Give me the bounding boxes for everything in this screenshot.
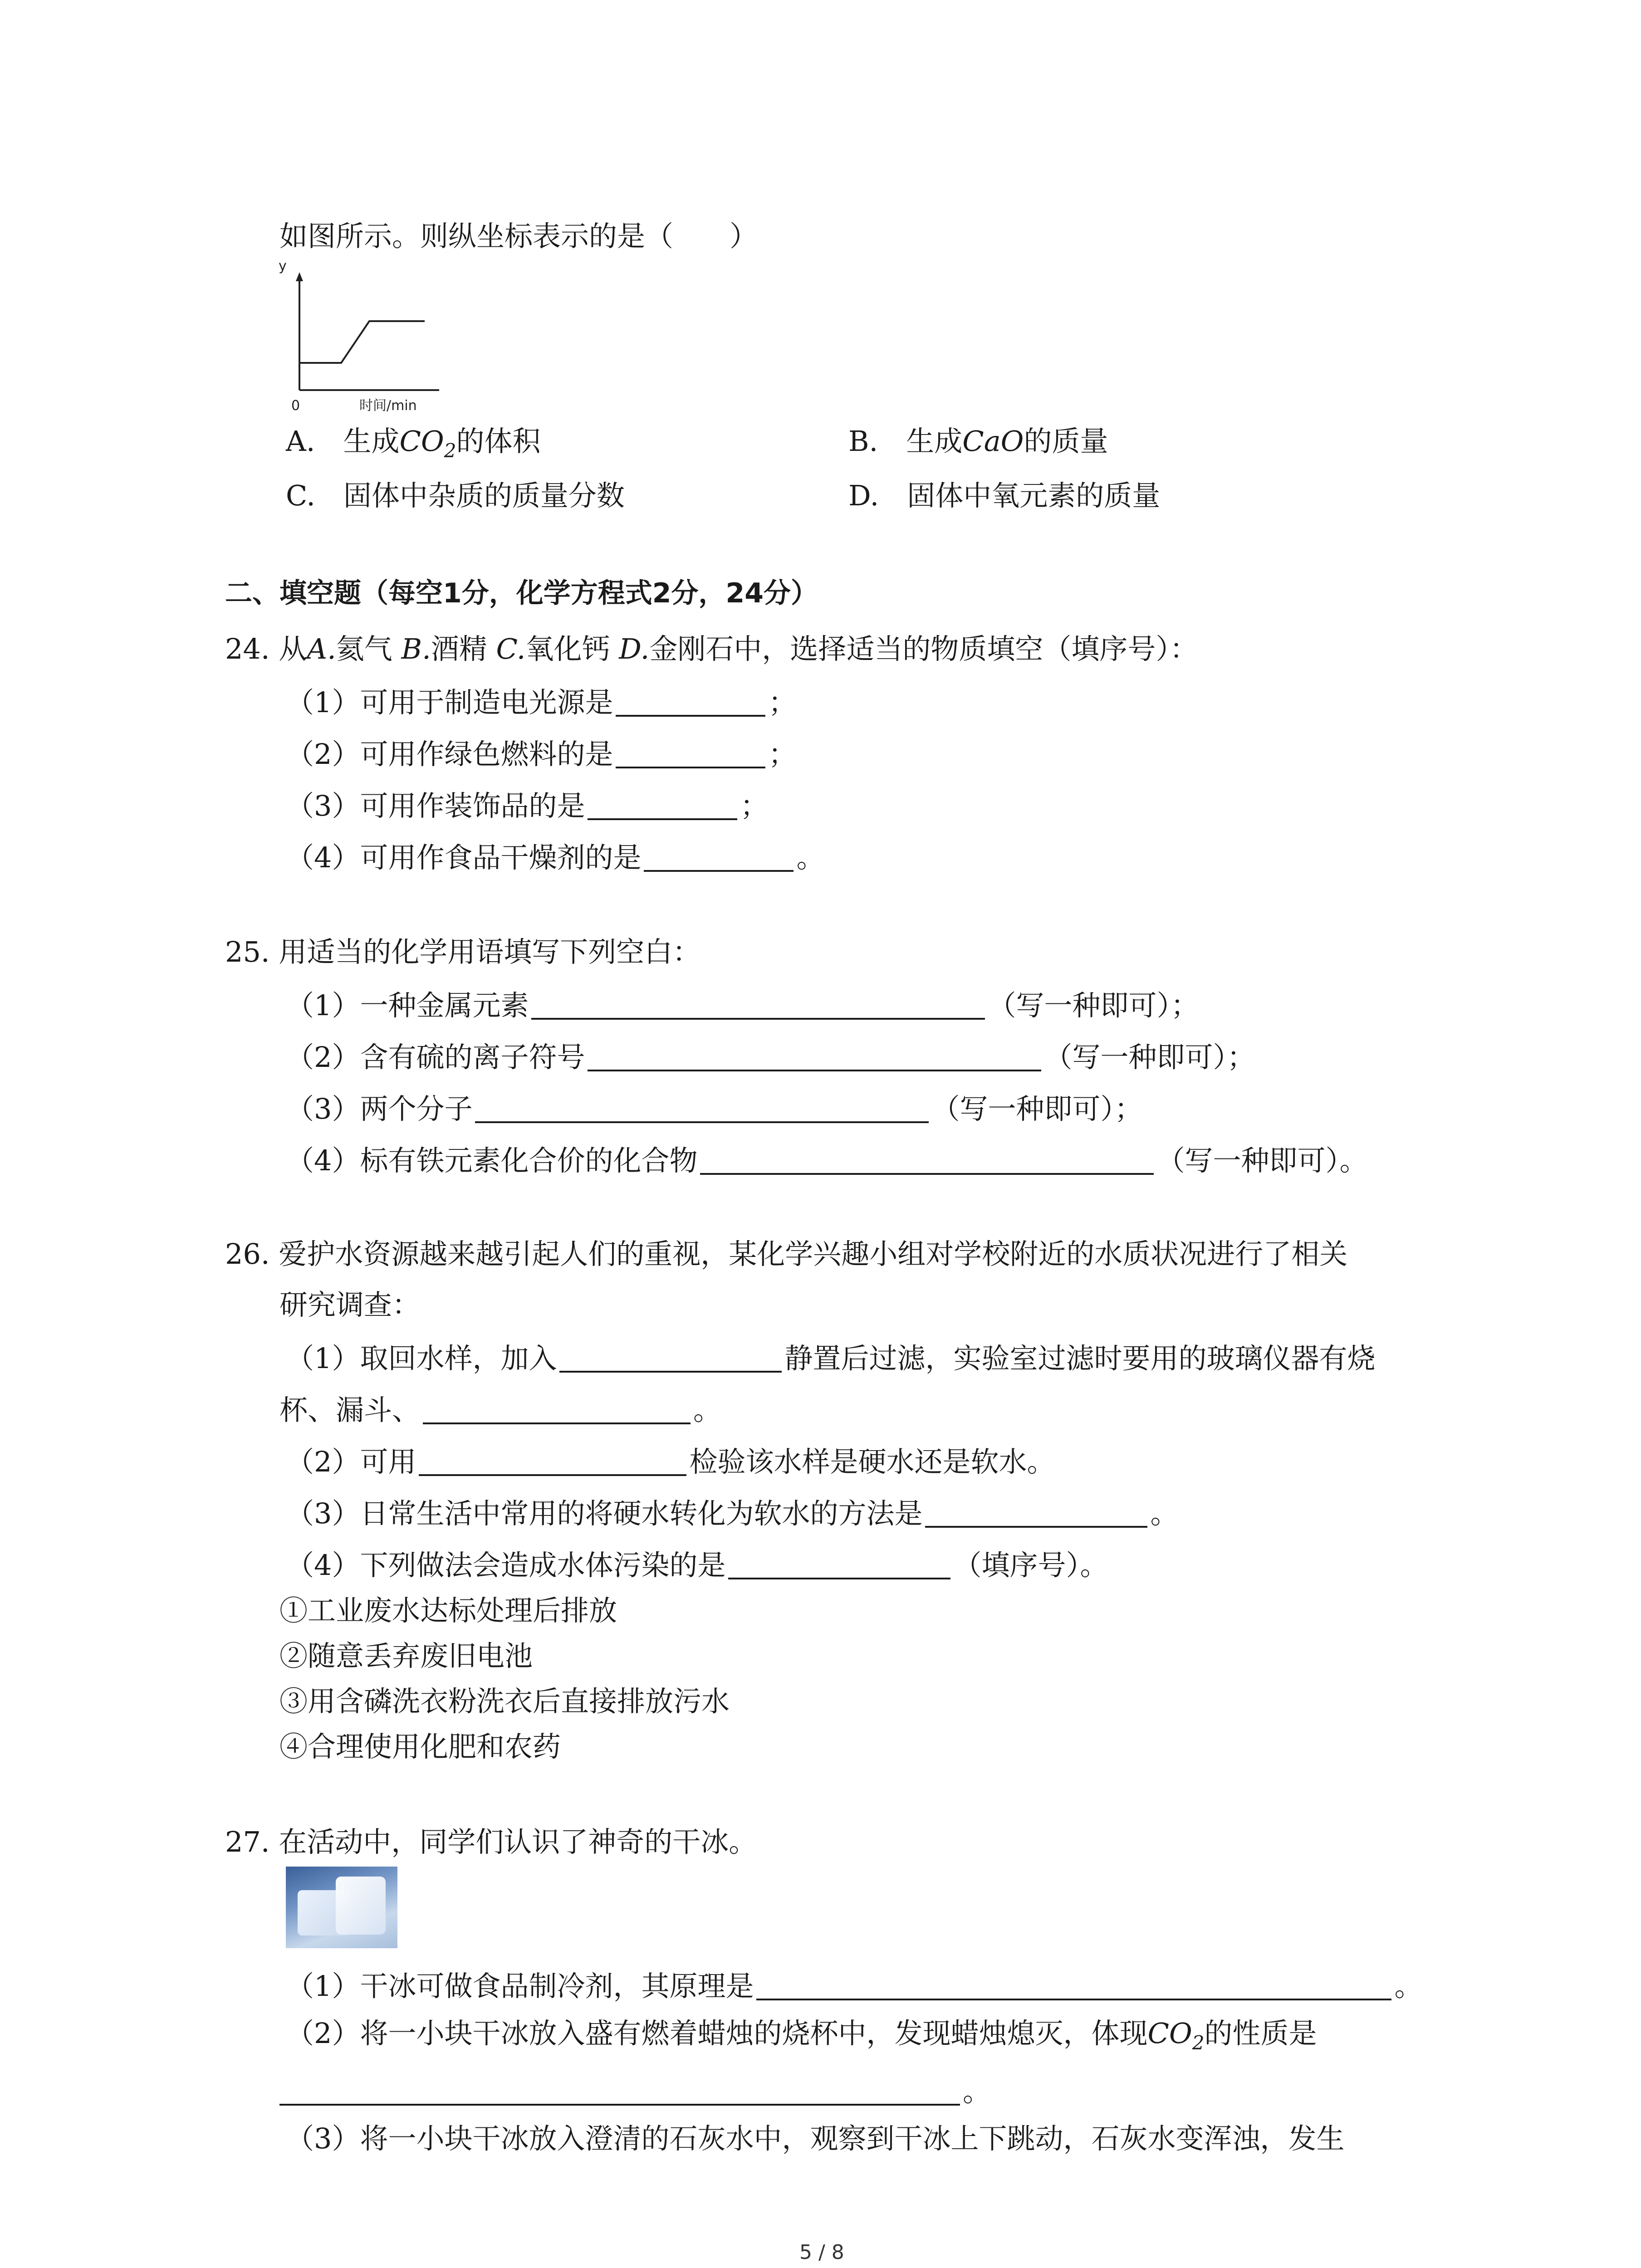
q24-choice-d: 金刚石中，选择适当的物质填空（填序号）： [649,632,1198,665]
q26-sub-3 [286,1498,1178,1528]
q23-graph [270,254,447,417]
q26-blank-1[interactable] [559,1343,782,1373]
q25-sub-3-text: （3）两个分子 [286,1092,473,1125]
q26-blank-3[interactable] [419,1446,686,1476]
q27-formula: CO [1147,2017,1192,2050]
q24-blank-1[interactable] [616,687,765,717]
q26-sub-2 [286,1446,1055,1476]
q25-sub-4-end: （写一种即可）。 [1156,1144,1368,1177]
q26-sub-3-end: 。 [1150,1497,1179,1530]
q25-blank-2[interactable] [588,1041,1041,1071]
q24-choice-b: 酒精 [431,632,496,665]
option-a-prefix: A. 生成 [286,425,400,458]
q24-sub-2-end: ； [768,738,797,771]
q25-sub-1-text: （1）一种金属元素 [286,989,529,1022]
q25-intro: 25. 用适当的化学用语填写下列空白： [225,935,701,968]
q24-blank-2[interactable] [616,738,765,768]
q27-sub-3: （3）将一小块干冰放入澄清的石灰水中，观察到干冰上下跳动，石灰水变浑浊，发生 [286,2122,1345,2155]
q27-sub-1-end: 。 [1394,1970,1423,2003]
q24-blank-3[interactable] [588,790,737,820]
q25-sub-2-end: （写一种即可）； [1044,1041,1255,1074]
q26-option-1: ①工业废水达标处理后排放 [279,1594,617,1627]
graph-curve [300,321,425,363]
q26-sub-2-end: 检验该水样是硬水还是软水。 [689,1445,1055,1478]
q24-number: 24. 从 [225,632,307,665]
q24-choice-a: 氦气 [336,632,402,665]
section-2-heading: 二、填空题（每空1分，化学方程式2分，24分） [225,577,818,609]
q27-sub-1 [286,1970,1423,2003]
q25-sub-3-end: （写一种即可）； [931,1092,1143,1125]
q27-formula-sub: 2 [1192,2032,1205,2054]
q23-option-c: C. 固体中杂质的质量分数 [286,479,625,512]
q25-sub-2 [286,1041,1255,1074]
q26-sub-1a-end: 静置后过滤，实验室过滤时要用的玻璃仪器有烧 [784,1342,1376,1375]
q27-blank-1[interactable] [756,1970,1391,2000]
q24-intro [225,632,1198,665]
option-b-prefix: B. 生成 [848,425,963,458]
option-a-formula: CO [399,425,444,458]
q26-sub-1a [286,1343,1375,1373]
option-b-formula: CaO [962,425,1024,458]
q25-sub-2-text: （2）含有硫的离子符号 [286,1041,585,1074]
q26-sub-1b-end: 。 [693,1393,722,1427]
q24-sub-1 [286,687,796,717]
option-a-formula-sub: 2 [444,440,456,462]
q24-sub-4 [286,842,824,872]
q25-blank-3[interactable] [475,1093,929,1123]
q23-intro: 如图所示。则纵坐标表示的是（ ） [279,220,758,253]
q27-sub-2-text: （2）将一小块干冰放入盛有燃着蜡烛的烧杯中，发现蜡烛熄灭，体现 [286,2017,1148,2050]
q26-sub-2-text: （2）可用 [286,1445,416,1478]
q27-intro: 27. 在活动中，同学们认识了神奇的干冰。 [225,1825,757,1858]
q26-sub-3-text: （3）日常生活中常用的将硬水转化为软水的方法是 [286,1497,923,1530]
q24-sub-2 [286,738,797,771]
option-b-suffix: 的质量 [1024,425,1108,458]
q27-sub-2-continued-end: 。 [963,2075,991,2108]
q24-sub-1-end: ； [768,686,797,719]
q24-choice-c-letter: C. [496,632,526,665]
q25-sub-1-end: （写一种即可）； [988,989,1199,1022]
graph-origin-label: 0 [291,398,300,414]
q26-option-2: ②随意丢弃废旧电池 [279,1639,533,1672]
q26-option-4: ④合理使用化肥和农药 [279,1730,561,1763]
graph-x-label: 时间/min [359,398,417,414]
q27-sub-2-end: 的性质是 [1204,2017,1317,2050]
q25-sub-4-text: （4）标有铁元素化合价的化合物 [286,1144,698,1177]
q24-choice-d-letter: D. [619,632,650,665]
q26-blank-4[interactable] [925,1498,1147,1528]
q25-sub-4 [286,1145,1367,1175]
q25-blank-4[interactable] [700,1145,1154,1175]
q25-sub-3 [286,1093,1142,1123]
q24-sub-1-text: （1）可用于制造电光源是 [286,686,613,719]
q26-sub-4-text: （4）下列做法会造成水体污染的是 [286,1549,726,1582]
q23-option-d: D. 固体中氧元素的质量 [848,479,1161,512]
q26-option-3: ③用含磷洗衣粉洗衣后直接排放污水 [279,1685,730,1718]
q27-blank-2[interactable] [279,2076,960,2106]
q27-sub-2-continued [279,2076,991,2106]
q23-option-a [286,427,541,460]
q24-sub-3 [286,790,768,820]
q26-sub-4-end: （填序号）。 [953,1549,1108,1582]
graph-y-label: y [279,258,287,274]
q26-sub-1b-text: 杯、漏斗、 [279,1393,421,1427]
q26-intro-line-2: 研究调查： [279,1288,421,1321]
q26-sub-1b [279,1393,722,1427]
q25-sub-1 [286,990,1199,1020]
q24-blank-4[interactable] [644,842,794,872]
q24-sub-3-text: （3）可用作装饰品的是 [286,789,585,822]
q26-blank-5[interactable] [728,1549,950,1579]
q24-sub-4-text: （4）可用作食品干燥剂的是 [286,841,642,874]
option-a-suffix: 的体积 [456,425,541,458]
dry-ice-image [286,1867,397,1948]
q24-choice-a-letter: A. [307,632,336,665]
q27-sub-1-text: （1）干冰可做食品制冷剂，其原理是 [286,1970,754,2003]
graph-y-arrow [296,272,303,281]
q26-sub-1a-text: （1）取回水样，加入 [286,1342,557,1375]
q24-sub-2-text: （2）可用作绿色燃料的是 [286,738,613,771]
q26-intro-line-1: 26. 爱护水资源越来越引起人们的重视，某化学兴趣小组对学校附近的水质状况进行了相关 [225,1237,1348,1271]
q24-choice-c: 氧化钙 [525,632,619,665]
q25-blank-1[interactable] [531,990,985,1020]
q24-choice-b-letter: B. [401,632,431,665]
q24-sub-4-end: 。 [796,841,825,874]
q23-option-b [848,425,1108,458]
q27-sub-2 [286,2019,1317,2053]
q26-sub-4 [286,1549,1108,1582]
page-number: 5 / 8 [799,2241,844,2264]
q26-blank-2[interactable] [423,1394,691,1424]
q24-sub-3-end: ； [740,789,769,822]
